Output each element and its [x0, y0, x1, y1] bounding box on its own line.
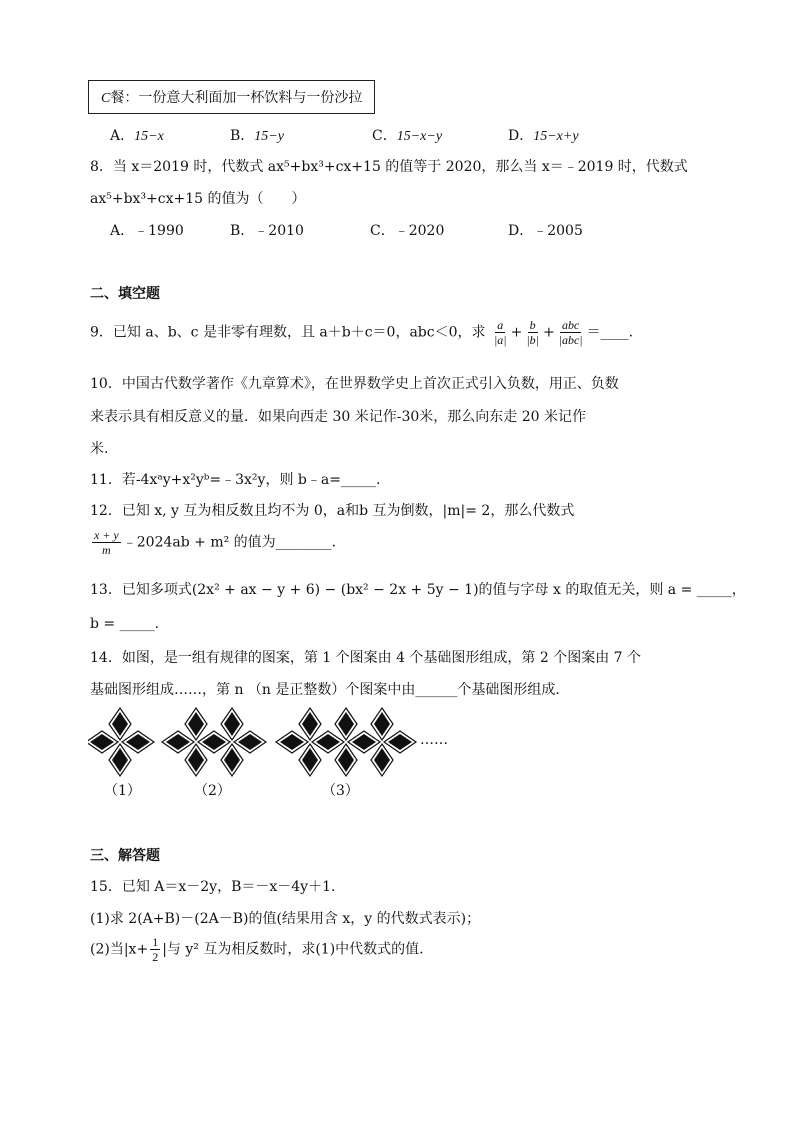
q12-line1: 12．已知 x, y 互为相反数且均不为 0，a和b 互为倒数，|m|= 2，那么代数式 — [90, 503, 575, 519]
q9-fraction-abc: $\frac{\text{abc}}{\text{|abc|}}$ — [558, 318, 583, 347]
menu-text: 餐：一份意大利面加一杯饮料与一份沙拉 — [110, 90, 363, 106]
q15-line2: (1)求 2(A+B)－(2A－B)的值(结果用含 x，y 的代数式表示)； — [90, 911, 481, 927]
q8-line1: 8．当 x＝2019 时，代数式 ax⁵+bx³+cx+15 的值等于 2020，那么当 x＝﹣2019 时，代数式 — [90, 159, 688, 175]
q12-fraction: $\frac{x + y}{m}$ — [94, 528, 119, 557]
q15-line1: 15．已知 A＝x－2y，B＝－x－4y＋1. — [90, 879, 336, 895]
q14-pattern-figure — [88, 706, 468, 778]
q9: 9．已知 a、b、c 是非零有理数，且 a＋b＋c＝0，abc＜0，求 $\frac{a}{|a|}$ + $\frac{b}{|b|}$ + $\frac{\text{abc}}{\text{|abc|}}$ ＝____. — [90, 318, 634, 347]
q15-fraction-half: $\frac{1}{2}$ — [152, 935, 159, 964]
q7-option-c[interactable]: C．15−x−y — [372, 128, 443, 144]
q8-line2: ax⁵+bx³+cx+15 的值为（ ） — [90, 191, 306, 207]
q7-option-a[interactable]: A．15−x — [110, 128, 164, 144]
q10-line2: 来表示具有相反意义的量．如果向西走 30 米记作-30米，那么向东走 20 米记作 — [90, 409, 586, 425]
q13-line1: 13．已知多项式(2x² + ax − y + 6) − (bx² − 2x + 5y − 1)的值与字母 x 的取值无关，则 a = _____， — [90, 582, 746, 598]
q14-caption-2: （2） — [194, 783, 231, 799]
q9-fraction-a: $\frac{a}{|a|}$ — [493, 318, 507, 347]
q8-option-d[interactable]: D．﹣2005 — [508, 223, 583, 239]
q14-line1: 14．如图，是一组有规律的图案，第 1 个图案由 4 个基础图形组成，第 2 个图案由 7 个 — [90, 650, 642, 666]
q14-caption-3: （3） — [322, 783, 359, 799]
q14-line2: 基础图形组成……，第 n （n 是正整数）个图案中由______个基础图形组成. — [90, 682, 560, 698]
q7-option-b[interactable]: B．15−y — [230, 128, 284, 144]
q12-line2-text: ﹣2024ab + m² 的值为________. — [122, 534, 337, 551]
q8-option-b[interactable]: B．﹣2010 — [230, 223, 304, 239]
q10-line1: 10．中国古代数学著作《九章算术》，在世界数学史上首次正式引入负数，用正、负数 — [90, 376, 619, 392]
q14-caption-1: （1） — [104, 783, 141, 799]
q8-option-a[interactable]: A．﹣1990 — [110, 223, 184, 239]
q8-option-c[interactable]: C．﹣2020 — [370, 223, 445, 239]
q7-option-d[interactable]: D．15−x+y — [508, 128, 579, 144]
pattern-2 — [162, 708, 266, 776]
q15-line3: (2)当|x+ $\frac{1}{2}$ |与 y² 互为相反数时，求(1)中代数式的值. — [90, 935, 424, 964]
pattern-3 — [276, 708, 416, 776]
section-title-fill-in: 二、填空题 — [90, 286, 160, 302]
q12-line2 — [90, 528, 336, 557]
q9-text: 9．已知 a、b、c 是非零有理数，且 a＋b＋c＝0，abc＜0，求 — [90, 324, 486, 341]
menu-box — [88, 80, 375, 114]
q11: 11．若-4xᵃy+x²yᵇ=﹣3x²y，则 b﹣a=_____. — [90, 472, 381, 488]
q9-fraction-b: $\frac{b}{|b|}$ — [526, 318, 539, 347]
section-title-solution: 三、解答题 — [90, 848, 160, 864]
menu-prefix: C — [101, 91, 111, 106]
pattern-1 — [88, 708, 154, 776]
q14-ellipsis: …… — [420, 732, 448, 748]
q9-end: ＝____. — [586, 324, 634, 341]
q13-line2: b = _____. — [90, 616, 160, 632]
q10-line3: 米. — [90, 441, 109, 457]
